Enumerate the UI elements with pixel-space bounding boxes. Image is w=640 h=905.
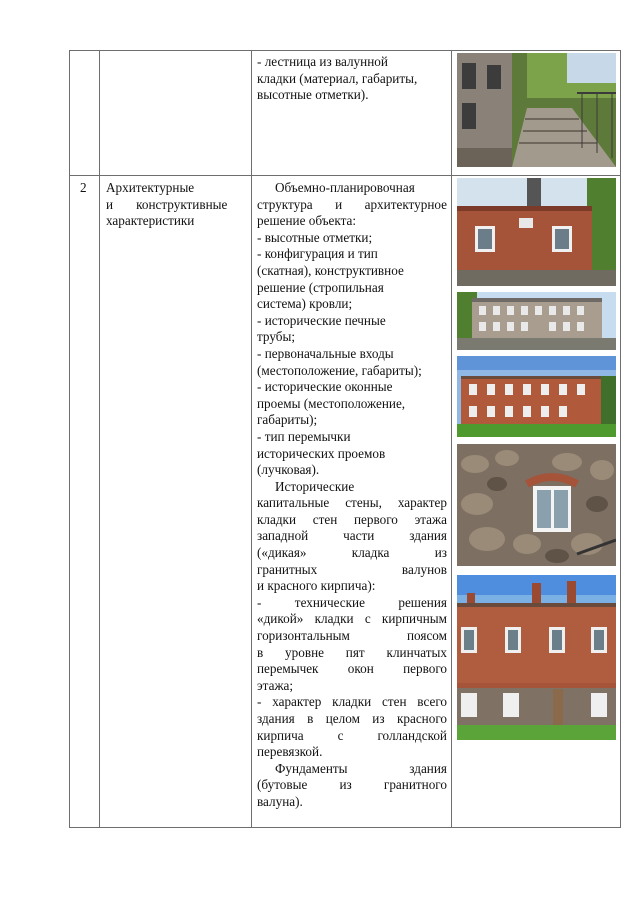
- row-description-line: здания в целом из красного: [257, 711, 447, 726]
- table-border-left: [69, 50, 70, 828]
- row-description-line: - исторические оконные: [257, 379, 393, 395]
- row-description-line: перемычек окон первого: [257, 661, 447, 677]
- row-description-line: и красного кирпича):: [257, 578, 376, 594]
- row-description-line: (бутовые из гранитного: [257, 777, 447, 793]
- row-description-line: (местоположение, габариты);: [257, 362, 422, 378]
- row-title: [106, 180, 251, 230]
- row-description-line: - технические решения: [257, 594, 447, 610]
- row-description-line: («дикая» кладка из: [257, 545, 447, 561]
- row-description-line: - исторические печные: [257, 312, 386, 328]
- row-description-line: гранитных валунов: [257, 561, 447, 577]
- table-border-right: [620, 50, 621, 828]
- row-a-line: высотные отметки).: [257, 87, 369, 103]
- row-description-line: перевязкой.: [257, 744, 323, 760]
- row-description-line: - тип перемычки: [257, 428, 351, 444]
- row-description-line: капитальные стены, характер: [257, 495, 447, 511]
- row-a-line: - лестница из валунной: [257, 54, 388, 69]
- table-divider-3: [451, 50, 452, 828]
- row-number: 2: [80, 180, 87, 195]
- photo-brick-facade-lawn: [457, 356, 616, 437]
- row-description-line: решение объекта:: [257, 213, 357, 229]
- row-description-line: - характер кладки стен всего: [257, 694, 447, 710]
- row-description-line: - конфигурация и тип: [257, 246, 378, 262]
- photo-brick-facade-chimneys: [457, 575, 616, 740]
- row-description-line: Объемно-планировочная: [275, 180, 415, 195]
- row-description: [257, 180, 447, 811]
- row-title-line: и конструктивные: [106, 196, 228, 212]
- photo-boulder-staircase: [457, 53, 616, 167]
- row-title-line: Архитектурные: [106, 180, 195, 195]
- row-description-line: Исторические: [275, 478, 355, 494]
- photo-long-facade: [457, 292, 616, 350]
- row-description-line: - высотные отметки;: [257, 229, 373, 245]
- table-border-bottom: [69, 827, 621, 828]
- row-description-line: в уровне пят клинчатых: [257, 644, 447, 660]
- row-title-line: характеристики: [106, 213, 195, 229]
- row-description-line: кирпича с голландской: [257, 727, 447, 743]
- row-description-line: габариты);: [257, 412, 318, 428]
- photo-rubble-masonry-window: [457, 444, 616, 566]
- row-description-line: «дикой» кладки с кирпичным: [257, 611, 447, 627]
- row-description-line: горизонтальным поясом: [257, 628, 447, 644]
- row-description-line: проемы (местоположение,: [257, 395, 406, 411]
- row-a-content: [257, 54, 450, 104]
- row-description-line: валуна).: [257, 793, 303, 809]
- table-divider-1: [99, 50, 100, 828]
- row-description-line: Фундаменты здания: [275, 760, 447, 776]
- row-description-line: - первоначальные входы: [257, 345, 394, 361]
- table-row-separator: [69, 175, 621, 176]
- row-description-line: кладки стен первого этажа: [257, 511, 447, 527]
- photo-facade-gable: [457, 178, 616, 286]
- row-description-line: система) кровли;: [257, 296, 353, 312]
- row-description-line: структура и архитектурное: [257, 196, 447, 212]
- row-description-line: (лучковая).: [257, 462, 320, 478]
- table-border-top: [69, 50, 621, 51]
- row-description-line: исторических проемов: [257, 445, 386, 461]
- row-description-line: этажа;: [257, 677, 294, 693]
- row-a-line: кладки (материал, габариты,: [257, 70, 418, 86]
- row-description-line: (скатная), конструктивное: [257, 262, 404, 278]
- table-divider-2: [251, 50, 252, 828]
- row-description-line: западной части здания: [257, 528, 447, 544]
- row-description-line: решение (стропильная: [257, 279, 384, 295]
- row-description-line: трубы;: [257, 329, 295, 345]
